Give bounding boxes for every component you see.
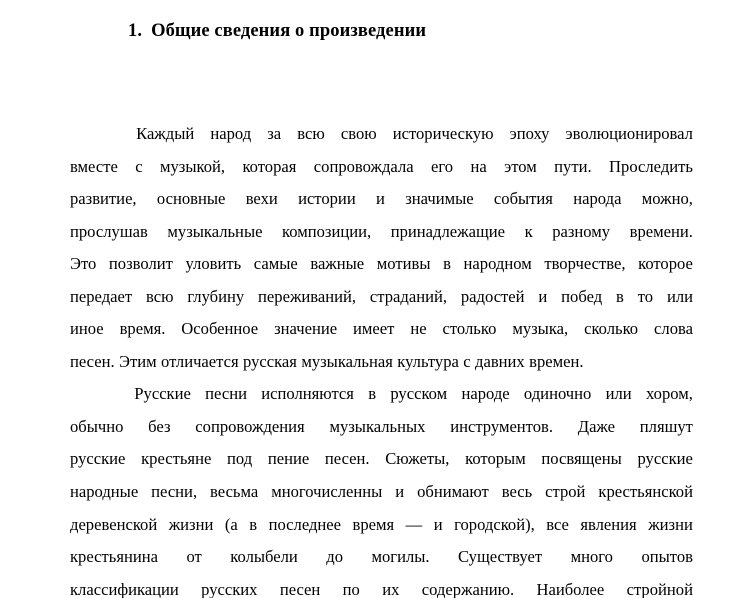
text-line xyxy=(70,476,693,509)
word: последнее xyxy=(268,514,342,534)
word: этом xyxy=(504,156,537,176)
word: Сюжеты, xyxy=(385,449,450,469)
word: времени. xyxy=(629,221,693,241)
word: не xyxy=(410,319,427,339)
word: сопровождала xyxy=(313,156,414,176)
word: обычно xyxy=(70,416,124,436)
word: музыкальных xyxy=(329,416,426,436)
word: вместе xyxy=(70,156,118,176)
word: побед xyxy=(561,286,603,306)
word: и xyxy=(395,482,405,502)
word: до xyxy=(326,547,343,567)
word: в xyxy=(249,514,258,534)
word: много xyxy=(570,547,613,567)
word: весьма xyxy=(210,482,259,502)
word: значение xyxy=(274,319,338,339)
word: которое xyxy=(638,254,693,274)
word: основные xyxy=(156,189,226,209)
word: классификации xyxy=(70,579,179,598)
word: русском xyxy=(390,384,448,404)
word: колыбели xyxy=(230,547,298,567)
section-heading-text: Общие сведения о произведении xyxy=(151,21,427,41)
word: песен. xyxy=(70,351,115,371)
word: Проследить xyxy=(609,156,693,176)
word: Наиболее xyxy=(536,579,605,598)
word: под xyxy=(227,449,253,469)
text-line xyxy=(70,151,693,184)
word: и xyxy=(433,514,443,534)
word: и xyxy=(376,189,385,209)
word: пение xyxy=(267,449,310,469)
text-line xyxy=(70,183,693,216)
word: Этим xyxy=(119,351,157,371)
word: жизни xyxy=(648,514,693,534)
word: за xyxy=(267,124,282,143)
word: музыкой, xyxy=(160,156,226,176)
word: разному xyxy=(552,221,611,241)
word: на xyxy=(470,156,487,176)
text-line xyxy=(70,216,693,249)
word: уловить xyxy=(185,254,242,274)
word: имеет xyxy=(353,319,395,339)
word: эпоху xyxy=(509,124,550,143)
word: времен. xyxy=(529,351,584,371)
word: музыкальные xyxy=(167,221,263,241)
word: городской), xyxy=(454,514,535,534)
word: самые xyxy=(253,254,298,274)
word: Русские xyxy=(134,384,191,404)
text-line xyxy=(70,443,693,476)
word: крестьянина xyxy=(70,547,158,567)
word: (а xyxy=(224,514,238,534)
word: русские xyxy=(637,449,693,469)
word: глубину xyxy=(187,286,245,306)
word: свою xyxy=(340,124,377,143)
word: развитие, xyxy=(70,189,137,209)
word: все xyxy=(546,514,569,534)
word: отличается xyxy=(161,351,239,371)
word: с xyxy=(135,156,143,176)
word: одиночно xyxy=(523,384,592,404)
word: опытов xyxy=(641,547,693,567)
word: народном xyxy=(463,254,532,274)
section-heading-number: 1. xyxy=(128,21,143,41)
text-line xyxy=(70,346,693,379)
word: позволит xyxy=(108,254,173,274)
word: сколько xyxy=(584,319,639,339)
word: композиции, xyxy=(282,221,372,241)
word: мотивы xyxy=(376,254,431,274)
text-line xyxy=(70,509,693,542)
word: музыкальная xyxy=(301,351,393,371)
word: истории xyxy=(298,189,356,209)
paragraph xyxy=(70,118,693,378)
text-line xyxy=(70,118,693,151)
text-line xyxy=(70,281,693,314)
paragraph-container xyxy=(70,118,693,598)
word: с xyxy=(463,351,471,371)
word: прослушав xyxy=(70,221,148,241)
word: в xyxy=(368,384,377,404)
text-line xyxy=(70,541,693,574)
word: обнимают xyxy=(417,482,489,502)
word: вехи xyxy=(245,189,278,209)
word: культура xyxy=(397,351,459,371)
word: народные xyxy=(70,482,139,502)
word: Особенное xyxy=(181,319,259,339)
word: инструментов. xyxy=(450,416,553,436)
word: всю xyxy=(297,124,325,143)
word: столько xyxy=(442,319,497,339)
word: Это xyxy=(70,254,97,274)
word: или xyxy=(666,286,693,306)
word: музыка, xyxy=(512,319,569,339)
word: время. xyxy=(119,319,166,339)
section-heading xyxy=(70,0,693,41)
word: время xyxy=(352,514,395,534)
word: от xyxy=(186,547,202,567)
word: которая xyxy=(242,156,297,176)
text-line xyxy=(70,378,693,411)
word: хором, xyxy=(645,384,693,404)
word: значимые xyxy=(405,189,474,209)
text-line xyxy=(70,574,693,598)
word: в xyxy=(443,254,451,274)
paragraph xyxy=(70,378,693,598)
word: строй xyxy=(545,482,586,502)
word: по xyxy=(342,579,360,598)
word: народа xyxy=(573,189,622,209)
word: народ xyxy=(210,124,252,143)
word: могилы. xyxy=(371,547,430,567)
word: историческую xyxy=(392,124,494,143)
word: то xyxy=(637,286,654,306)
word: — xyxy=(405,514,423,534)
word: принадлежащие xyxy=(390,221,505,241)
word: содержанию. xyxy=(421,579,515,598)
word: русские xyxy=(70,449,126,469)
word: пляшут xyxy=(639,416,693,436)
word: без xyxy=(148,416,171,436)
word: можно, xyxy=(641,189,693,209)
word: или xyxy=(605,384,632,404)
word: исполняются xyxy=(261,384,354,404)
document-body xyxy=(70,0,693,598)
word: явления xyxy=(580,514,637,534)
word: его xyxy=(431,156,454,176)
word: всю xyxy=(145,286,174,306)
word: песни xyxy=(205,384,247,404)
word: иное xyxy=(70,319,104,339)
word: посвящены xyxy=(541,449,622,469)
word: которым xyxy=(465,449,526,469)
word: страданий, xyxy=(369,286,448,306)
word: их xyxy=(382,579,400,598)
word: передает xyxy=(70,286,133,306)
word: переживаний, xyxy=(258,286,357,306)
word: крестьяне xyxy=(141,449,212,469)
word: песни, xyxy=(151,482,198,502)
word: весь xyxy=(501,482,533,502)
word: пути. xyxy=(554,156,592,176)
word: русских xyxy=(201,579,258,598)
word: сопровождения xyxy=(195,416,305,436)
text-line xyxy=(70,313,693,346)
word: радостей xyxy=(460,286,525,306)
word: важные xyxy=(310,254,365,274)
word: многочисленны xyxy=(271,482,383,502)
word: Существует xyxy=(458,547,543,567)
word: деревенской xyxy=(70,514,158,534)
word: Каждый xyxy=(136,124,195,143)
word: песен. xyxy=(324,449,370,469)
text-line xyxy=(70,248,693,281)
word: Даже xyxy=(577,416,616,436)
word: эволюционировал xyxy=(565,124,693,143)
word: стройной xyxy=(626,579,693,598)
word: к xyxy=(524,221,533,241)
word: давних xyxy=(475,351,525,371)
word: и xyxy=(538,286,548,306)
word: события xyxy=(493,189,553,209)
word: в xyxy=(616,286,624,306)
word: слова xyxy=(654,319,693,339)
word: песен xyxy=(279,579,321,598)
word: народе xyxy=(461,384,510,404)
text-line xyxy=(70,411,693,444)
word: творчестве, xyxy=(544,254,626,274)
word: жизни xyxy=(168,514,214,534)
word: крестьянской xyxy=(598,482,693,502)
word: русская xyxy=(243,351,297,371)
